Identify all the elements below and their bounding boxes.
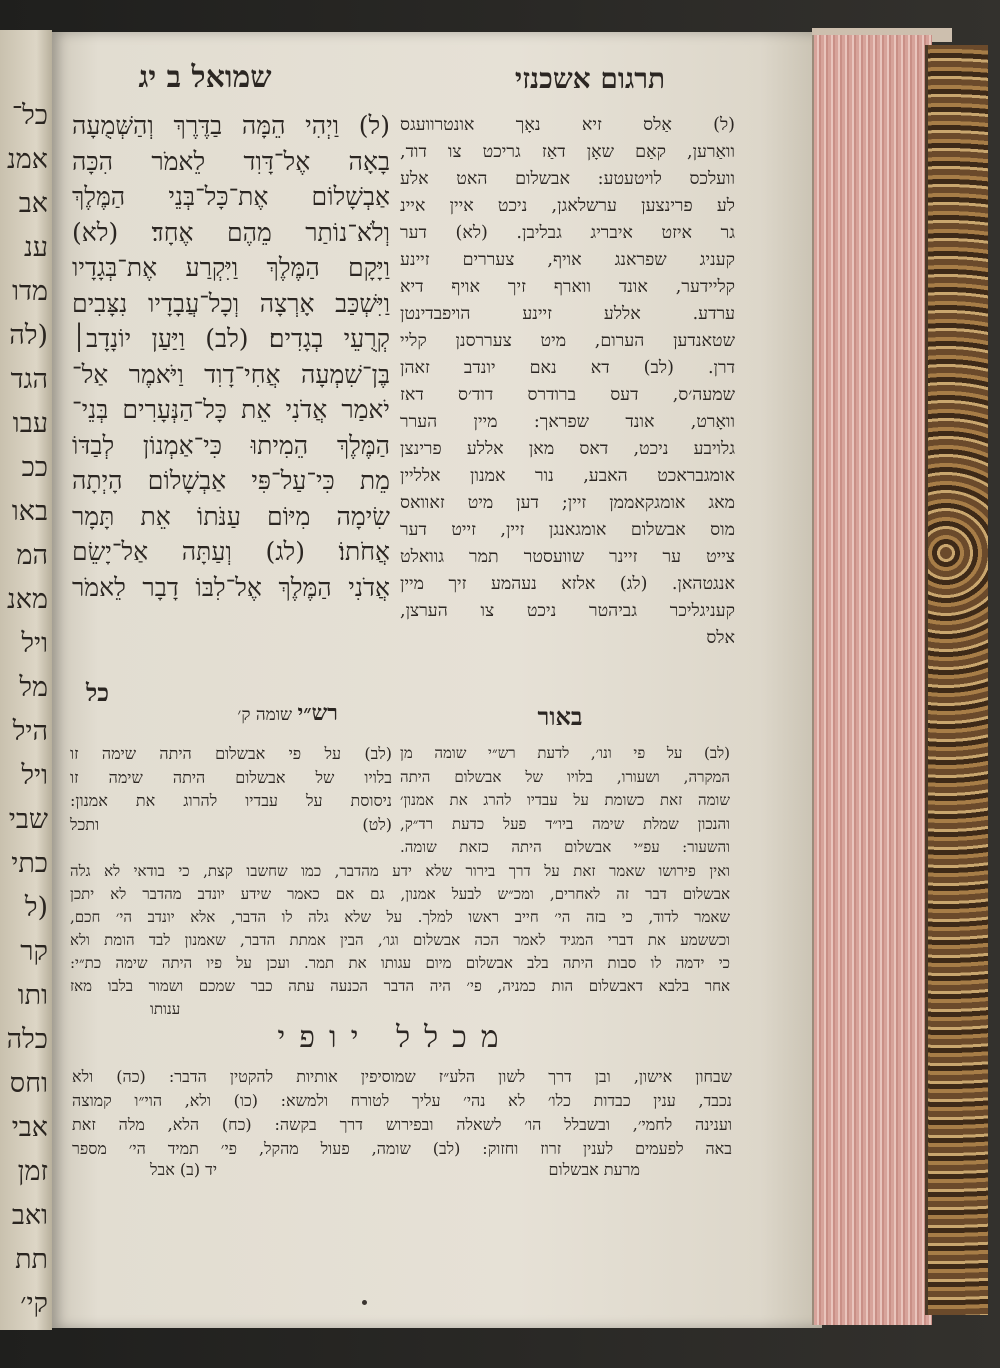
- hebrew-verse-line: יֹאמַר אֲדֹנִי אֵת כָּל־הַנְּעָרִים בְּנֵי־: [72, 395, 390, 424]
- left-page-fragment: ככ: [21, 452, 48, 483]
- hebrew-verse-line: אַבְשָׁלוֹם אֶת־כָּל־בְּנֵי הַמֶּלֶךְ: [72, 182, 390, 211]
- yiddish-line: קעניג שפראנג אויף, צעררים זיינע: [400, 250, 735, 270]
- left-page-fragment: מל: [19, 672, 48, 703]
- left-page-fragment: ויל: [21, 628, 48, 659]
- left-page-fragment: תת: [15, 1244, 48, 1275]
- yiddish-line: וואַרען, קאַם שאָן דאַז גריכט צו דוד,: [400, 142, 735, 162]
- hebrew-text-column: [72, 108, 390, 605]
- catchword: כל: [86, 678, 109, 707]
- left-page-fragment: אמנ: [7, 144, 48, 175]
- yiddish-line: גלויבע ניכט, דאס מאן אללע פרינצן: [400, 439, 735, 459]
- michlol-line: באה לפעמים לענין זרוז וחזוק: (לב) שומה, פעול מהקל, פי׳ תמיד הי׳ מספר: [72, 1139, 732, 1158]
- biur-line: והנכון שמלת שימה ביו״ד פעל כדעת רד״ק,: [400, 814, 730, 833]
- marbled-cover: [925, 45, 988, 1315]
- yiddish-line: דרן. (לב) דא נאם יונדב זאהן: [400, 358, 735, 378]
- left-page-fragment: אבי: [11, 1112, 48, 1143]
- rashi-commentary: [70, 742, 392, 836]
- left-page-edge: [0, 30, 52, 1330]
- hebrew-verse-line: וַיִּשְׁכַּב אָרְצָה וְכָל־עֲבָדָיו נִצָּבִים: [72, 288, 390, 318]
- biur-commentary: [400, 742, 730, 860]
- yiddish-line: קעניגליכר גביהטר ניכט צו הערצן,: [400, 601, 735, 621]
- hebrew-verse-line: שִׂימָה מִיּוֹם עַנֹּתוֹ אֵת תָּמָר: [72, 501, 390, 531]
- hebrew-verse-line: וַיָּקָם הַמֶּלֶךְ וַיִּקְרַע אֶת־בְּגָדָיו: [72, 253, 390, 282]
- biur-line: (לב) על פי ונו׳, לדעת רש״י שומה מן: [400, 744, 730, 762]
- left-page-fragment: קר: [20, 936, 48, 967]
- yiddish-line: שטאנדען הערום, מיט צעררסנן קליי: [400, 331, 735, 351]
- biur-line: שומה זאת כשומת על עבדיו להרג את אמנון׳: [400, 791, 730, 809]
- left-page-fragment: שבי: [8, 804, 48, 835]
- commentary-line: שאמר לדוד, כי בזה הי׳ חייב ראשו למלך. על שלא גלה לו הדבר, אלא יונדב הי׳ חכם,: [70, 908, 730, 926]
- biur-line: המקרה, ושעורו, בלויו של אבשלום היתה: [400, 767, 730, 786]
- left-page-fragment: ואב: [11, 1200, 48, 1231]
- yiddish-line: גר איזט איבריג גבליבן. (לא) דער: [400, 223, 735, 243]
- commentary-line: אבשלום דבר זה לאחרים, ומכ״ש לבעל אמנון, גם אם כאמר שידע יונדב מהדבר לא יתכן: [70, 885, 730, 903]
- yiddish-line: מוס אבשלום אומגאנגן זיין, זייט דער: [400, 520, 735, 540]
- left-page-fragment: ותו: [17, 980, 48, 1011]
- wide-commentary-end: ענותו: [150, 1000, 181, 1018]
- hebrew-verse-line: בֶּן־שִׁמְעָה אֲחִי־דָוִד וַיֹּאמֶר אַל־: [72, 359, 390, 389]
- hebrew-verse-line: (ל) וַיְהִי הֵמָּה בַדֶּרֶךְ וְהַשְּׁמֻעָה: [72, 111, 390, 140]
- left-page-fragment: מאנ: [7, 584, 48, 615]
- rashi-line: ניסוסת על עבדיו להרוג את אמנון:: [70, 791, 392, 810]
- translation-title: תרגום אשכנזי: [514, 62, 666, 95]
- michlol-title: מכלל יופי: [277, 1020, 513, 1055]
- book-title: שמואל ב יג: [138, 60, 272, 95]
- left-page-fragment: כל־: [11, 100, 48, 131]
- left-page-fragment: קי׳: [20, 1288, 48, 1319]
- commentary-line: וכששמע את דברי המגיד לאמר הכה אבשלום וגו׳, הבין אמתת הדבר, שאמנון לבד הומת ולא: [70, 931, 730, 949]
- yiddish-line: לע פרינצען ערשלאגן, ניכט איין איינ: [400, 196, 735, 216]
- michlol-line: נכבד, ענין כבדות כלו׳ לא נהי׳ עליך לטורח ולמשא: (כו) ולא, הוי״ו קמוצה: [72, 1091, 732, 1110]
- left-page-fragment: וחס: [9, 1068, 48, 1099]
- michlol-commentary: [72, 1065, 732, 1161]
- commentary-line: כי ידמה לו סבות היתה בלב אבשלום מיום עגותו את תמר. ועכן על פיו היתה שימה כת״י:: [70, 954, 730, 972]
- rashi-heading: [160, 700, 360, 726]
- hebrew-verse-line: אֲדֹנִי הַמֶּלֶךְ אֶל־לִבּוֹ דָבָר לֵאמֹר: [72, 572, 390, 602]
- left-page-fragment: באו: [11, 496, 48, 527]
- hebrew-verse-line: קְרֻעֵי בְגָדִים׃ (לב) וַיַּעַן יוֹנָדָב׀: [72, 324, 390, 353]
- wide-commentary: [70, 860, 730, 998]
- yiddish-line: קליידער, אונד ווארף זיך אויף דיא: [400, 277, 735, 297]
- commentary-line: ואין פירושו שאמר זאת על דרך בירור שלא ידע מהדבר, כמו שחשבו קצת, כי בודאי לא גלה: [70, 862, 730, 880]
- hebrew-verse-line: וְלֹא־נוֹתַר מֵהֶם אֶחָד׃ (לא): [72, 217, 390, 247]
- biur-line: והשעור: עפ״י אבשלום היתה כזאת שומה.: [400, 838, 730, 856]
- yiddish-line: מאג אומגקאממן זיין; דען מיט זאוואס: [400, 493, 735, 513]
- michlol-line: וענינה לחמי׳, ובשבלל הו׳ לשאלה ובפירוש דרך בקשה: (כח) הלא, מלה זאת: [72, 1115, 732, 1134]
- hebrew-verse-line: אֲחֹתוֹ׃ (לג) וְעַתָּה אַל־יָשֵׂם: [72, 537, 390, 566]
- left-page-fragment: זמן: [17, 1156, 48, 1187]
- yiddish-line: ערדע. אללע זיינע הויפבדינטן: [400, 304, 735, 324]
- rashi-caption: שומה ק׳: [237, 705, 293, 725]
- yiddish-line: צייט ער זיינר שוועסטר תמר גוואלט: [400, 547, 735, 567]
- left-page-fragment: ענ: [23, 232, 48, 263]
- biur-title: באור: [537, 702, 583, 731]
- left-page-fragment: ויל: [21, 760, 48, 791]
- hebrew-verse-line: מֵת כִּי־עַל־פִּי אַבְשָׁלוֹם הָיְתָה: [72, 466, 390, 495]
- michlol-last-line: מרעת אבשלום: [548, 1160, 640, 1179]
- page-edges: [812, 35, 932, 1325]
- rashi-title: רש״י: [297, 700, 338, 726]
- signature-mark: יד (ב) אבל: [150, 1160, 218, 1179]
- left-page-fragment: הגד: [10, 364, 48, 395]
- yiddish-line: וואָרט, אונד שפראך: מיין הערר: [400, 412, 735, 432]
- rashi-line: בלויו של אבשלום היתה שימה זו: [70, 767, 392, 787]
- yiddish-line: אלס: [706, 628, 735, 648]
- left-page-fragment: (ל: [24, 892, 48, 923]
- hebrew-verse-line: בָאָה אֶל־דָּוִד לֵאמֹר הִכָּה: [72, 146, 390, 176]
- rashi-line: (לב) על פי אבשלום היתה שימה זו: [70, 744, 392, 763]
- yiddish-translation-column: [400, 112, 735, 652]
- hebrew-verse-line: הַמֶּלֶךְ הֵמִיתוּ כִּי־אַמְנוֹן לְבַדּוֹ: [72, 430, 390, 460]
- left-page-fragment: עבו: [12, 408, 48, 439]
- michlol-line: שבחון אישון, ובן דרך לשון הלע״ז שמוסיפין אותיות להקטין הדבר: (כה) ולא: [72, 1067, 732, 1086]
- left-page-fragment: כתי: [11, 848, 48, 879]
- yiddish-line: וועלכס לויטעטע: אבשלום האט אלע: [400, 169, 735, 189]
- left-page-fragment: היל: [12, 716, 48, 747]
- left-page-fragment: כלה: [6, 1024, 48, 1055]
- left-page-fragment: מדו: [12, 276, 48, 307]
- left-page-fragment: אב: [18, 188, 48, 219]
- page-mark: [362, 1300, 367, 1305]
- yiddish-line: אנגטהאן. (לג) אלזא נעהמע זיך מיין: [400, 574, 735, 594]
- left-page-fragment: (לה: [9, 320, 48, 351]
- rashi-line: (לט) ותכל: [70, 814, 392, 834]
- yiddish-line: (ל) אַלס זיא נאָך אונטרוועגס: [400, 115, 735, 135]
- yiddish-line: אומגבראכט האבע, נור אמנון אלליין: [400, 466, 735, 486]
- commentary-line: אחר בלבא דאבשלום הות כמניה, פי׳ היה הדבר הכנעה עתה כבר שמכם ושמור בלבו מאז: [70, 977, 730, 995]
- yiddish-line: שמעה׳ס, דעס ברודרס דוד׳ס דאז: [400, 385, 735, 405]
- left-page-fragment: המ: [16, 540, 48, 571]
